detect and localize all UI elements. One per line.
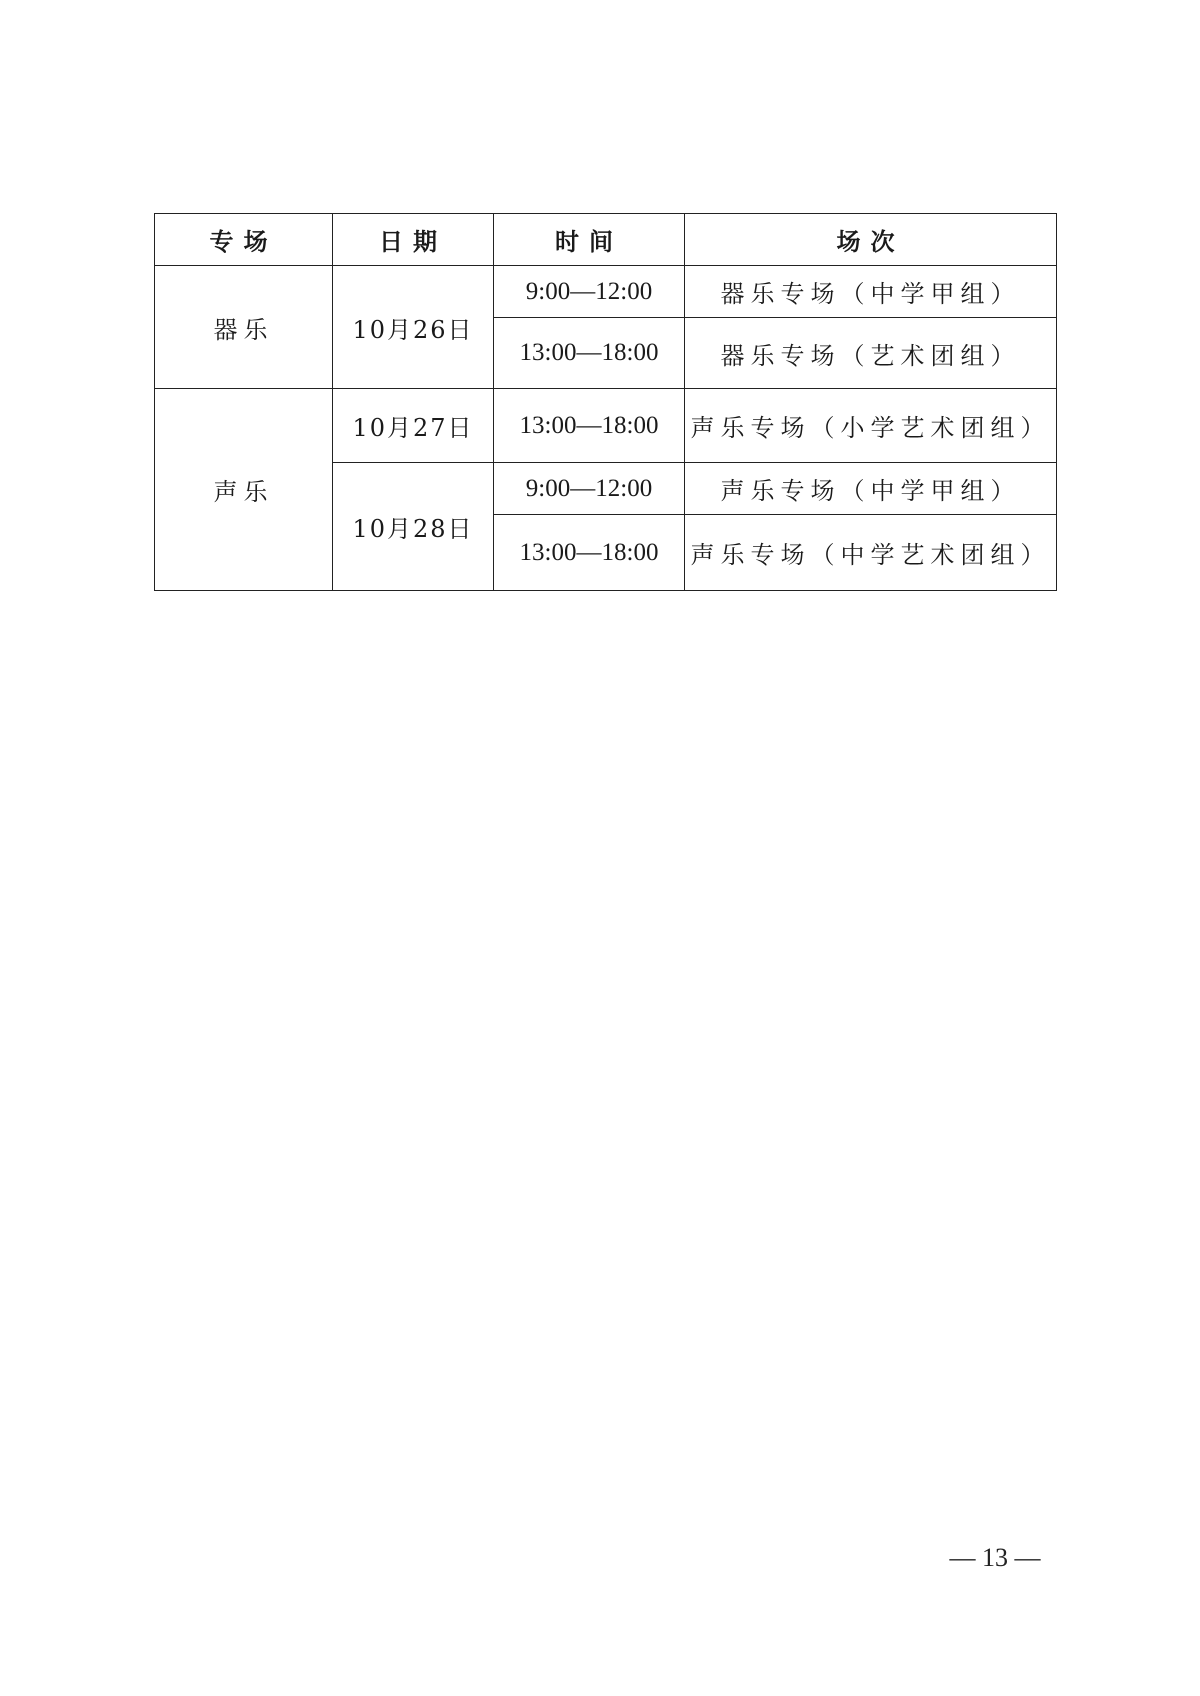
schedule-table	[154, 213, 1057, 591]
header-session: 场次	[685, 214, 1057, 266]
session-cell: 声乐专场（中学艺术团组）	[685, 515, 1057, 591]
session-cell: 器乐专场（中学甲组）	[685, 266, 1057, 318]
time-cell: 13:00—18:00	[494, 389, 685, 463]
time-cell: 13:00—18:00	[494, 515, 685, 591]
category-cell: 声乐	[155, 389, 333, 591]
date-cell: 10月27日	[333, 389, 494, 463]
time-cell: 13:00—18:00	[494, 318, 685, 389]
header-date: 日期	[333, 214, 494, 266]
time-cell: 9:00—12:00	[494, 266, 685, 318]
session-cell: 声乐专场（小学艺术团组）	[685, 389, 1057, 463]
table-row	[155, 266, 1057, 318]
header-category: 专场	[155, 214, 333, 266]
date-cell: 10月26日	[333, 266, 494, 389]
table-header-row	[155, 214, 1057, 266]
header-time: 时间	[494, 214, 685, 266]
date-cell: 10月28日	[333, 463, 494, 591]
page-number: — 13 —	[949, 1543, 1041, 1572]
session-cell: 器乐专场（艺术团组）	[685, 318, 1057, 389]
table-row	[155, 389, 1057, 463]
category-cell: 器乐	[155, 266, 333, 389]
session-cell: 声乐专场（中学甲组）	[685, 463, 1057, 515]
time-cell: 9:00—12:00	[494, 463, 685, 515]
